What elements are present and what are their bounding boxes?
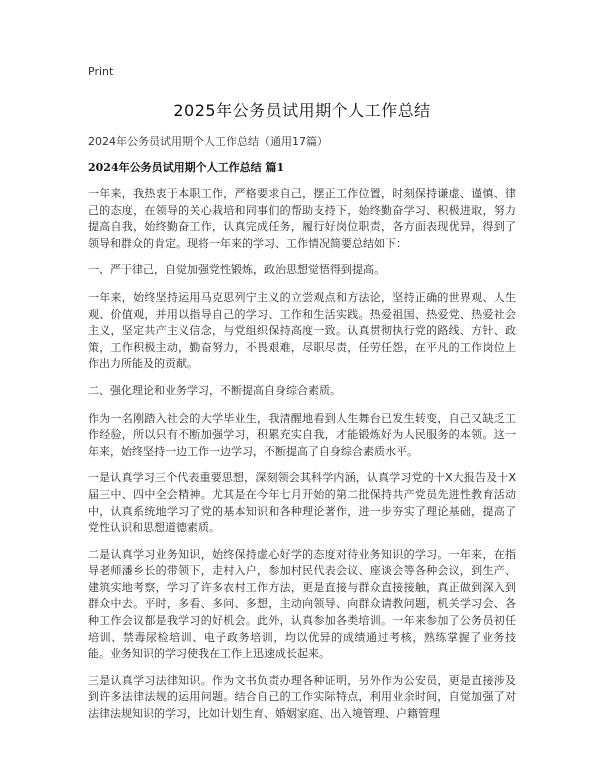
document-subtitle: 2024年公务员试用期个人工作总结（通用17篇） bbox=[88, 135, 328, 148]
document-title: 2025年公务员试用期个人工作总结 bbox=[173, 101, 431, 120]
print-link[interactable]: Print bbox=[88, 65, 114, 78]
paragraph-political: 一年来，始终坚持运用马克思列宁主义的立尝观点和方法论，坚持正确的世界观、人生观、价值观，并用以指导自己的学习、工作和生活实践。热爱祖国、热爱党、热爱社会主义，坚定共产主义信念，与党组织保持高度一致。认真贯彻执行党的路线、方针、政策，工作积极主动，勤奋努力，不畏艰难，尽职尽责，任劳任怨，在平凡的工作岗位上作出力所能及的贡献。 bbox=[88, 290, 516, 371]
paragraph-intro: 一年来，我热衷于本职工作，严格要求自己，摆正工作位置，时刻保持谦虚、谨慎、律己的态度，在领导的关心栽培和同事们的帮助支持下，始终勤奋学习、积极进取，努力提高自我，始终勤奋工作，认真完成任务，履行好岗位职责，各方面表现优异，得到了领导和群众的肯定。现将一年来的学习、工作情况简要总结如下： bbox=[88, 187, 516, 250]
paragraph-heading-two: 二、强化理论和业务学习，不断提高自身综合素质。 bbox=[88, 383, 341, 397]
section-heading: 2024年公务员试用期个人工作总结 篇1 bbox=[88, 161, 285, 174]
paragraph-heading-one: 一、严于律己，自觉加强党性锻炼，政治思想觉悟得到提高。 bbox=[88, 263, 385, 277]
paragraph-law-study: 三是认真学习法律知识。作为文书负责办理各种证明，另外作为公安员，更是直接涉及到许多法律法规的运用问题。结合自己的工作实际特点，利用业余时间，自觉加强了对法律法规知识的学习，比如计划生育、婚姻家庭、出入境管理、户籍管理 bbox=[88, 673, 516, 721]
document-page bbox=[88, 64, 516, 733]
paragraph-graduate: 作为一名刚踏入社会的大学毕业生，我清醒地看到人生舞台已发生转变，自己又缺乏工作经验，所以只有不断加强学习，积累充实自我，才能锻炼好为人民服务的本领。这一年来，始终坚持一边工作一边学习，不断提高了自身综合素质水平。 bbox=[88, 411, 516, 458]
paragraph-theory-study: 一是认真学习三个代表重要思想，深刻领会其科学内涵，认真学习党的十X大报告及十X届三中、四中全会精神。尤其是在今年七月开始的第二批保持共产党员先进性教育活动中，认真系统地学习了党的基本知识和各种理论著作，进一步夯实了理论基础，提高了党性认识和思想道德素质。 bbox=[88, 471, 516, 535]
paragraph-business-study: 二是认真学习业务知识，始终保持虚心好学的态度对待业务知识的学习。一年来，在指导老师潘乡长的带领下，走村入户，参加村民代表会议、座谈会等各种会议，到生产、建筑实地考察，学习了许多农村工作方法，更是直接与群众直接接触，真正做到深入到群众中去。平时，多看、多问、多想，主动向领导、向群众请教问题，机关学习会、各种工作会议都是我学习的好机会。此外，认真参加各类培训。一年来参加了公务员初任培训、禁毒尿检培训、电子政务培训，均以优异的成绩通过考核，熟练掌握了业务技能。业务知识的学习使我在工作上迅速成长起来。 bbox=[88, 547, 516, 661]
